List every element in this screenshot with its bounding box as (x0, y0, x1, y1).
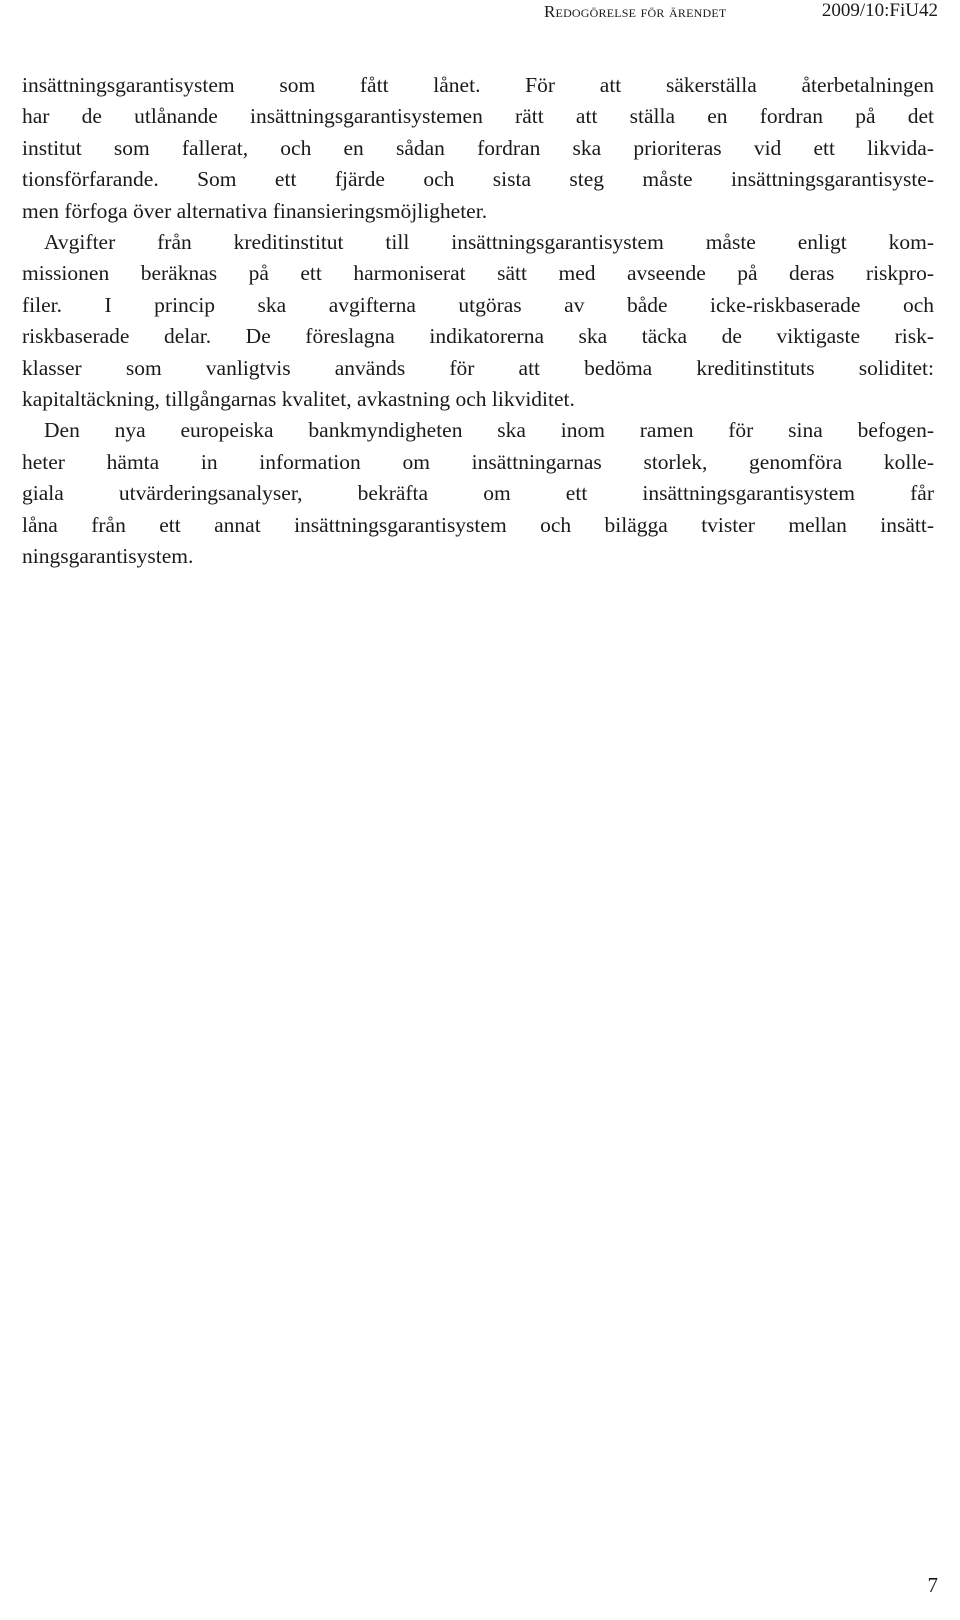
text-line: missionen beräknas på ett harmoniserat sätt med avseende på deras riskpro- (22, 261, 934, 286)
text-line: klasser som vanligtvis används för att bedöma kreditinstituts soliditet: (22, 355, 934, 380)
text-line: låna från ett annat insättningsgarantisystem och bilägga tvister mellan insätt- (22, 512, 934, 537)
paragraph (22, 415, 934, 572)
text-line: kapitaltäckning, tillgångarnas kvalitet, avkastning och likviditet. (22, 387, 575, 412)
text-line: filer. I princip ska avgifterna utgöras av både icke-riskbaserade och (22, 292, 934, 317)
text-line: ningsgarantisystem. (22, 544, 194, 569)
text-line: Den nya europeiska bankmyndigheten ska inom ramen för sina befogen- (44, 418, 934, 443)
paragraph (22, 70, 934, 227)
text-line: insättningsgarantisystem som fått lånet. För att säkerställa återbetalningen (22, 73, 934, 97)
text-line: men förfoga över alternativa finansieringsmöjligheter. (22, 198, 488, 223)
running-header-document-id: 2009/10:FiU42 (821, 0, 938, 21)
text-line: heter hämta in information om insättningarnas storlek, genomföra kolle- (22, 449, 934, 474)
text-line: giala utvärderingsanalyser, bekräfta om ett insättningsgarantisystem får (22, 481, 934, 506)
paragraph (22, 227, 934, 415)
page-number: 7 (927, 1573, 938, 1597)
text-line: tionsförfarande. Som ett fjärde och sista steg måste insättningsgarantisyste- (22, 167, 934, 192)
document-body (22, 70, 934, 573)
text-line: Avgifter från kreditinstitut till insättningsgarantisystem måste enligt kom- (44, 230, 934, 255)
text-line: institut som fallerat, och en sådan fordran ska prioriteras vid ett likvida- (22, 135, 934, 160)
text-line: har de utlånande insättningsgarantisystemen rätt att ställa en fordran på det (22, 104, 934, 129)
running-header-section-title: Redogörelse för ärendet (544, 2, 727, 21)
page-header (0, 0, 960, 60)
text-line: riskbaserade delar. De föreslagna indikatorerna ska täcka de viktigaste risk- (22, 324, 934, 349)
